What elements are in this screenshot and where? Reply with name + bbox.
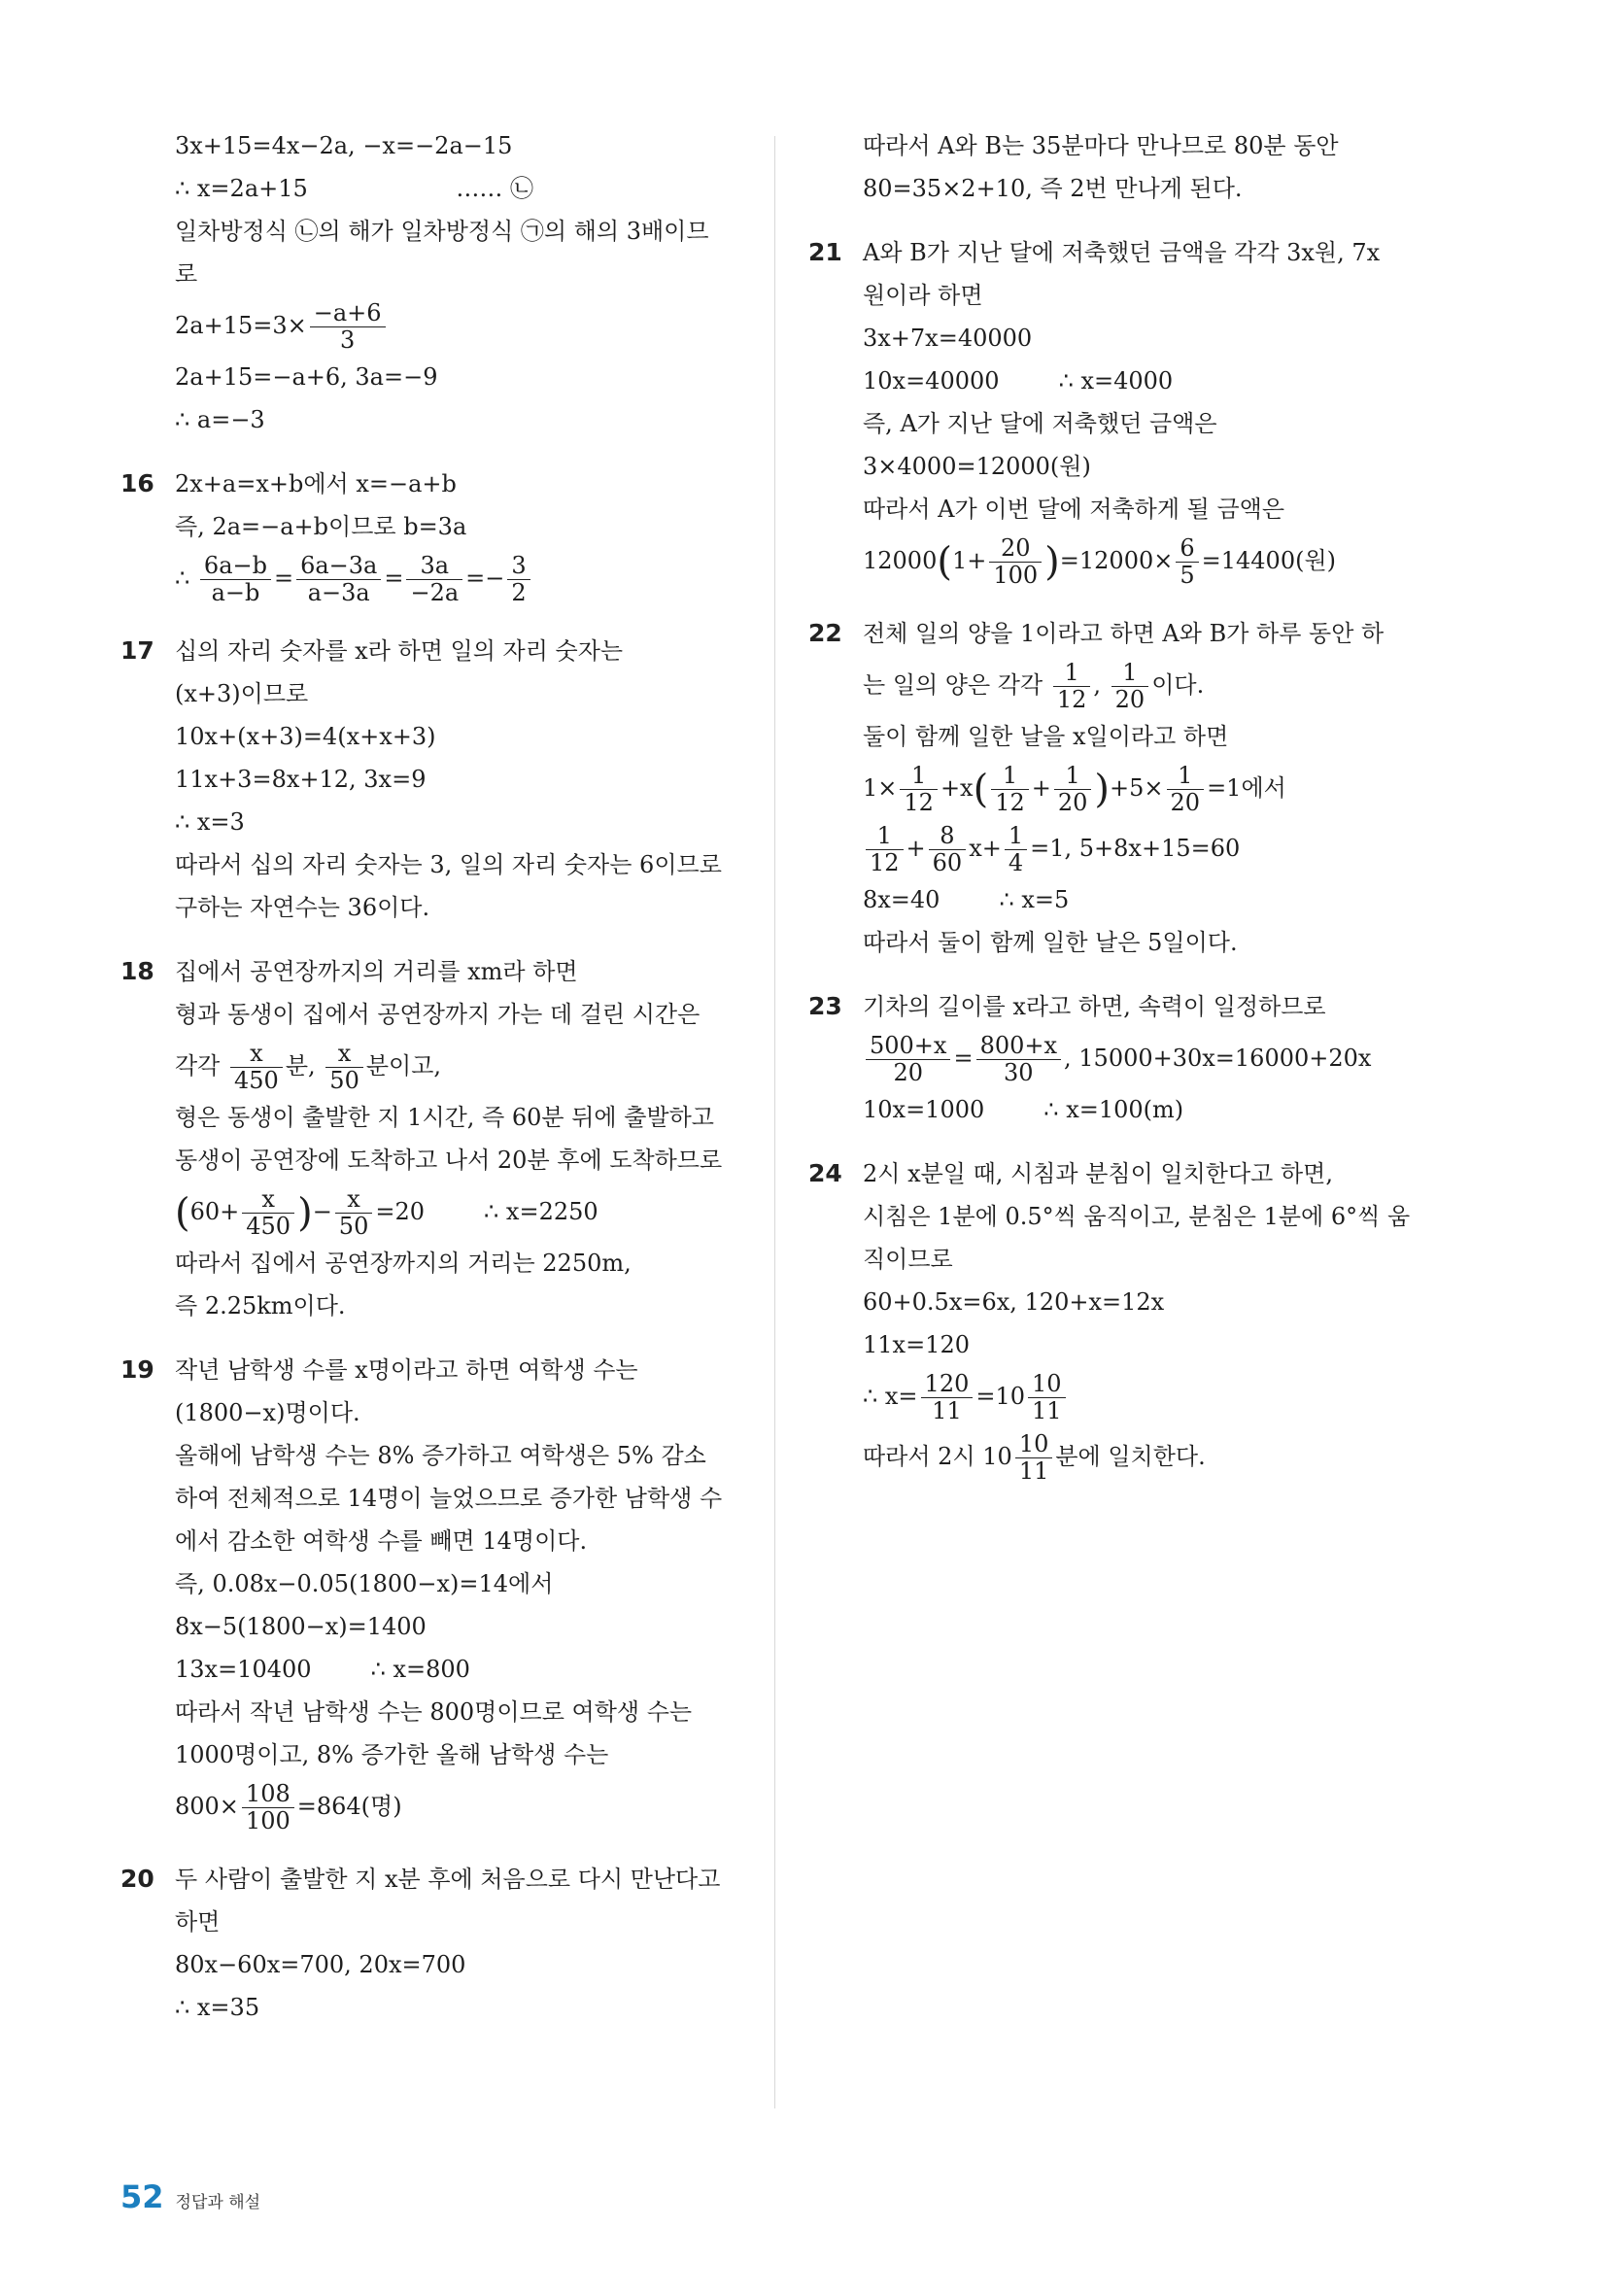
text-line: 3x+7x=40000 [863,325,1033,352]
fraction [1167,763,1205,816]
text-line: 작년 남학생 수를 x명이라고 하면 여학생 수는 [175,1356,638,1384]
denominator: 30 [1004,1059,1034,1086]
text-line: 따라서 십의 자리 숫자는 3, 일의 자리 숫자는 6이므로 [175,851,722,878]
text-line: 구하는 자연수는 36이다. [175,894,430,921]
text-span: 2a+15=3× [175,312,307,339]
fraction [1005,823,1027,876]
denominator: 20 [1114,686,1145,713]
problem-number: 19 [120,1355,154,1384]
left-column [120,124,752,2050]
equation-line [863,1366,1440,1426]
equals-sign: =− [465,565,505,592]
text-line: 즉, 2a=−a+b이므로 b=3a [175,513,467,540]
fraction [335,1186,373,1240]
problem-number: 20 [120,1865,154,1893]
numerator: 6a−3a [296,553,381,580]
text-span: 이다. [1151,671,1205,699]
text-span: 따라서 2시 10 [863,1443,1012,1470]
text-line: 즉, 0.08x−0.05(1800−x)=14에서 [175,1570,554,1597]
denominator: 12 [995,789,1025,816]
denominator: 12 [904,789,934,816]
column-divider [774,136,775,2108]
text-span: =864(명) [296,1793,402,1820]
text-line: 십의 자리 숫자를 x라 하면 일의 자리 숫자는 [175,637,624,665]
numerator: 10 [1028,1371,1066,1398]
text-line: 둘이 함께 일한 날을 x일이라고 하면 [863,723,1229,750]
text-line: 3x+15=4x−2a, −x=−2a−15 [175,132,513,159]
numerator: 20 [989,535,1042,563]
fraction [976,1033,1061,1086]
numerator: 108 [242,1781,294,1808]
equation-line [175,548,752,608]
denominator: 5 [1180,562,1195,589]
numerator: −a+6 [310,300,386,327]
numerator: 8 [929,823,967,850]
text-line: ∴ x=3 [175,808,245,836]
text-line: 8x=40 ∴ x=5 [863,886,1070,913]
denominator: 20 [1170,789,1201,816]
fraction [310,300,386,354]
text-line: ∴ a=−3 [175,406,265,433]
numerator: 1 [1111,660,1149,687]
fraction [230,1041,283,1094]
text-line: 형은 동생이 출발한 지 1시간, 즉 60분 뒤에 출발하고 [175,1104,714,1131]
problem-17 [120,630,752,929]
numerator: 10 [1015,1431,1053,1458]
equation-line [863,818,1440,878]
numerator: 1 [1005,823,1027,850]
fraction [507,553,530,606]
text-line: A와 B가 지난 달에 저축했던 금액을 각각 3x원, 7x [863,239,1381,266]
text-line: 80=35×2+10, 즉 2번 만나게 된다. [863,175,1243,202]
problem-18 [120,950,752,1327]
text-line: 2시 x분일 때, 시침과 분침이 일치한다고 하면, [863,1160,1333,1187]
fraction [900,763,938,816]
denominator: 11 [1018,1457,1049,1485]
text-line: 10x=1000 ∴ x=100(m) [863,1096,1184,1123]
numerator: x [335,1186,373,1214]
equation-line [863,655,1440,715]
numerator: 800+x [976,1033,1061,1060]
numerator: 1 [1053,660,1091,687]
problem-number: 23 [808,992,842,1020]
plus-sign: + [906,835,926,862]
fraction [242,1186,294,1240]
equation-line [863,758,1440,818]
problem-number: 24 [808,1159,842,1187]
text-span: =10 [975,1383,1026,1410]
denominator: 100 [993,562,1039,589]
text-line: 11x+3=8x+12, 3x=9 [175,766,427,793]
text-span: =1에서 [1207,774,1286,802]
equation-line [863,1426,1440,1487]
denominator: 100 [245,1807,291,1834]
right-paren: ) [297,1190,313,1236]
plus-sign: + [1031,774,1051,802]
text-span: =12000× [1059,547,1174,574]
comma: , [1093,671,1102,699]
numerator: 1 [866,823,904,850]
problem-number: 22 [808,619,842,647]
fraction [1015,1431,1053,1485]
equals-sign: = [273,565,294,592]
denominator: a−b [211,579,260,606]
fraction [242,1781,294,1834]
text-span: 1+ [951,547,987,574]
fraction [866,1033,950,1086]
text-span: 12000 [863,547,938,574]
right-paren: ) [1044,539,1060,585]
text-span: 800× [175,1793,239,1820]
text-line: 2a+15=−a+6, 3a=−9 [175,363,438,391]
text-line: 따라서 작년 남학생 수는 800명이므로 여학생 수는 [175,1698,693,1726]
text-line: (x+3)이므로 [175,680,309,707]
problem-number: 16 [120,469,154,497]
equation-line [175,295,752,356]
denominator: 50 [329,1067,359,1094]
text-line: (1800−x)명이다. [175,1399,360,1426]
text-line: ∴ x=35 [175,1994,260,2021]
denominator: 4 [1008,849,1024,876]
text-line: 기차의 길이를 x라고 하면, 속력이 일정하므로 [863,993,1326,1020]
numerator: x [325,1041,363,1068]
numerator: 120 [921,1371,974,1398]
text-span: , 15000+30x=16000+20x [1064,1045,1372,1072]
denominator: 12 [1056,686,1087,713]
text-span: =14400(원) [1201,547,1337,574]
denominator: 450 [246,1213,291,1240]
fraction [921,1371,974,1424]
problem-24 [808,1152,1440,1487]
minus-sign: − [312,1198,332,1225]
footer-label: 정답과 해설 [175,2193,261,2212]
problem-20-continued [808,124,1440,210]
fraction [406,553,462,606]
text-line: 13x=10400 ∴ x=800 [175,1656,470,1683]
text-line: 즉 2.25km이다. [175,1292,346,1319]
therefore-symbol: ∴ [175,565,190,592]
equals-sign: = [953,1045,974,1072]
text-line: 따라서 둘이 함께 일한 날은 5일이다. [863,929,1238,956]
equation-line [863,1028,1440,1088]
text-span: 1× [863,774,898,802]
denominator: 20 [1057,789,1088,816]
left-paren: ( [175,1190,190,1236]
text-line: 10x=40000 ∴ x=4000 [863,367,1174,394]
numerator: 6 [1176,535,1198,563]
text-span: 분이고, [365,1052,442,1079]
denominator: 50 [338,1213,369,1240]
fraction [989,535,1042,589]
equation-line [175,1182,752,1242]
text-line: 시침은 1분에 0.5°씩 움직이고, 분침은 1분에 6°씩 움 [863,1203,1411,1230]
text-line: 60+0.5x=6x, 120+x=12x [863,1288,1165,1316]
problem-21 [808,231,1440,591]
text-span: =1, 5+8x+15=60 [1030,835,1241,862]
text-line: 하여 전체적으로 14명이 늘었으므로 증가한 남학생 수 [175,1485,723,1512]
right-paren: ) [1094,767,1111,812]
problem-19 [120,1349,752,1836]
numerator: 6a−b [200,553,271,580]
left-paren: ( [973,767,989,812]
text-span: +5× [1110,774,1164,802]
page-footer [120,2178,260,2215]
numerator: 3a [406,553,462,580]
text-line: 형과 동생이 집에서 공연장까지 가는 데 걸린 시간은 [175,1001,701,1028]
problem-23 [808,985,1440,1131]
text-line: 하면 [175,1908,221,1936]
denominator: 11 [932,1397,962,1424]
text-line: 따라서 집에서 공연장까지의 거리는 2250m, [175,1250,632,1277]
text-line: 동생이 공연장에 도착하고 나서 20분 후에 도착하므로 [175,1147,723,1174]
fraction [200,553,271,606]
text-line: 원이라 하면 [863,282,983,309]
text-line: 따라서 A가 이번 달에 저축하게 될 금액은 [863,496,1285,523]
text-line: 두 사람이 출발한 지 x분 후에 처음으로 다시 만난다고 [175,1866,721,1893]
fraction [1028,1371,1066,1424]
text-line: 10x+(x+3)=4(x+x+3) [175,723,436,750]
denominator: a−3a [307,579,370,606]
fraction [866,823,904,876]
text-span: x+ [969,835,1002,862]
denominator: 2 [511,579,527,606]
text-line: 80x−60x=700, 20x=700 [175,1951,466,1978]
fraction [929,823,967,876]
denominator: 11 [1032,1397,1062,1424]
page-number: 52 [120,2178,164,2215]
fraction [991,763,1029,816]
equals-sign: = [384,565,404,592]
equation-line [863,531,1440,591]
problem-15-continued [120,124,752,441]
text-line: 3×4000=12000(원) [863,453,1091,480]
fraction [1053,660,1091,713]
problem-20 [120,1858,752,2029]
denominator: 12 [870,849,900,876]
text-line: 일차방정식 ㉡의 해가 일차방정식 ㉠의 해의 3배이므 [175,218,709,245]
denominator: 60 [932,849,963,876]
text-span: ∴ x= [863,1383,918,1410]
denominator: 20 [893,1059,923,1086]
text-span: 분에 일치한다. [1055,1443,1206,1470]
numerator: 3 [507,553,530,580]
text-span: 각각 [175,1052,221,1079]
text-line: 1000명이고, 8% 증가한 올해 남학생 수는 [175,1741,609,1768]
text-span: =20 ∴ x=2250 [375,1198,598,1225]
text-line: 집에서 공연장까지의 거리를 xm라 하면 [175,958,578,985]
fraction [1111,660,1149,713]
problem-number: 21 [808,238,842,266]
fraction [296,553,381,606]
numerator: 1 [900,763,938,790]
denominator: 450 [234,1067,279,1094]
problem-16 [120,463,752,608]
fraction [325,1041,363,1094]
text-span: 는 일의 양은 각각 [863,671,1043,699]
text-line: 전체 일의 양을 1이라고 하면 A와 B가 하루 동안 하 [863,620,1385,647]
numerator: x [242,1186,294,1214]
equation-line [175,1036,752,1096]
numerator: 1 [1167,763,1205,790]
text-line: ∴ x=2a+15 …… ㉡ [175,175,533,202]
fraction [1054,763,1092,816]
numerator: x [230,1041,283,1068]
numerator: 500+x [866,1033,950,1060]
text-span: +x [940,774,974,802]
right-column [808,124,1440,1508]
text-line: 로 [175,260,198,288]
text-line: 11x=120 [863,1331,970,1358]
text-line: 8x−5(1800−x)=1400 [175,1613,427,1640]
text-line: 올해에 남학생 수는 8% 증가하고 여학생은 5% 감소 [175,1442,706,1469]
text-span: 60+ [189,1198,240,1225]
problem-number: 18 [120,957,154,985]
denominator: 3 [339,326,356,354]
text-line: 즉, A가 지난 달에 저축했던 금액은 [863,410,1217,437]
text-line: 따라서 A와 B는 35분마다 만나므로 80분 동안 [863,132,1339,159]
problem-22 [808,612,1440,964]
problem-number: 17 [120,636,154,665]
text-line: 2x+a=x+b에서 x=−a+b [175,470,457,497]
fraction [1176,535,1198,589]
numerator: 1 [1054,763,1092,790]
denominator: −2a [410,579,460,606]
text-line: 직이므로 [863,1246,953,1273]
left-paren: ( [937,539,952,585]
text-line: 에서 감소한 여학생 수를 빼면 14명이다. [175,1527,588,1555]
text-span: 분, [285,1052,316,1079]
equation-line [175,1776,752,1836]
numerator: 1 [991,763,1029,790]
